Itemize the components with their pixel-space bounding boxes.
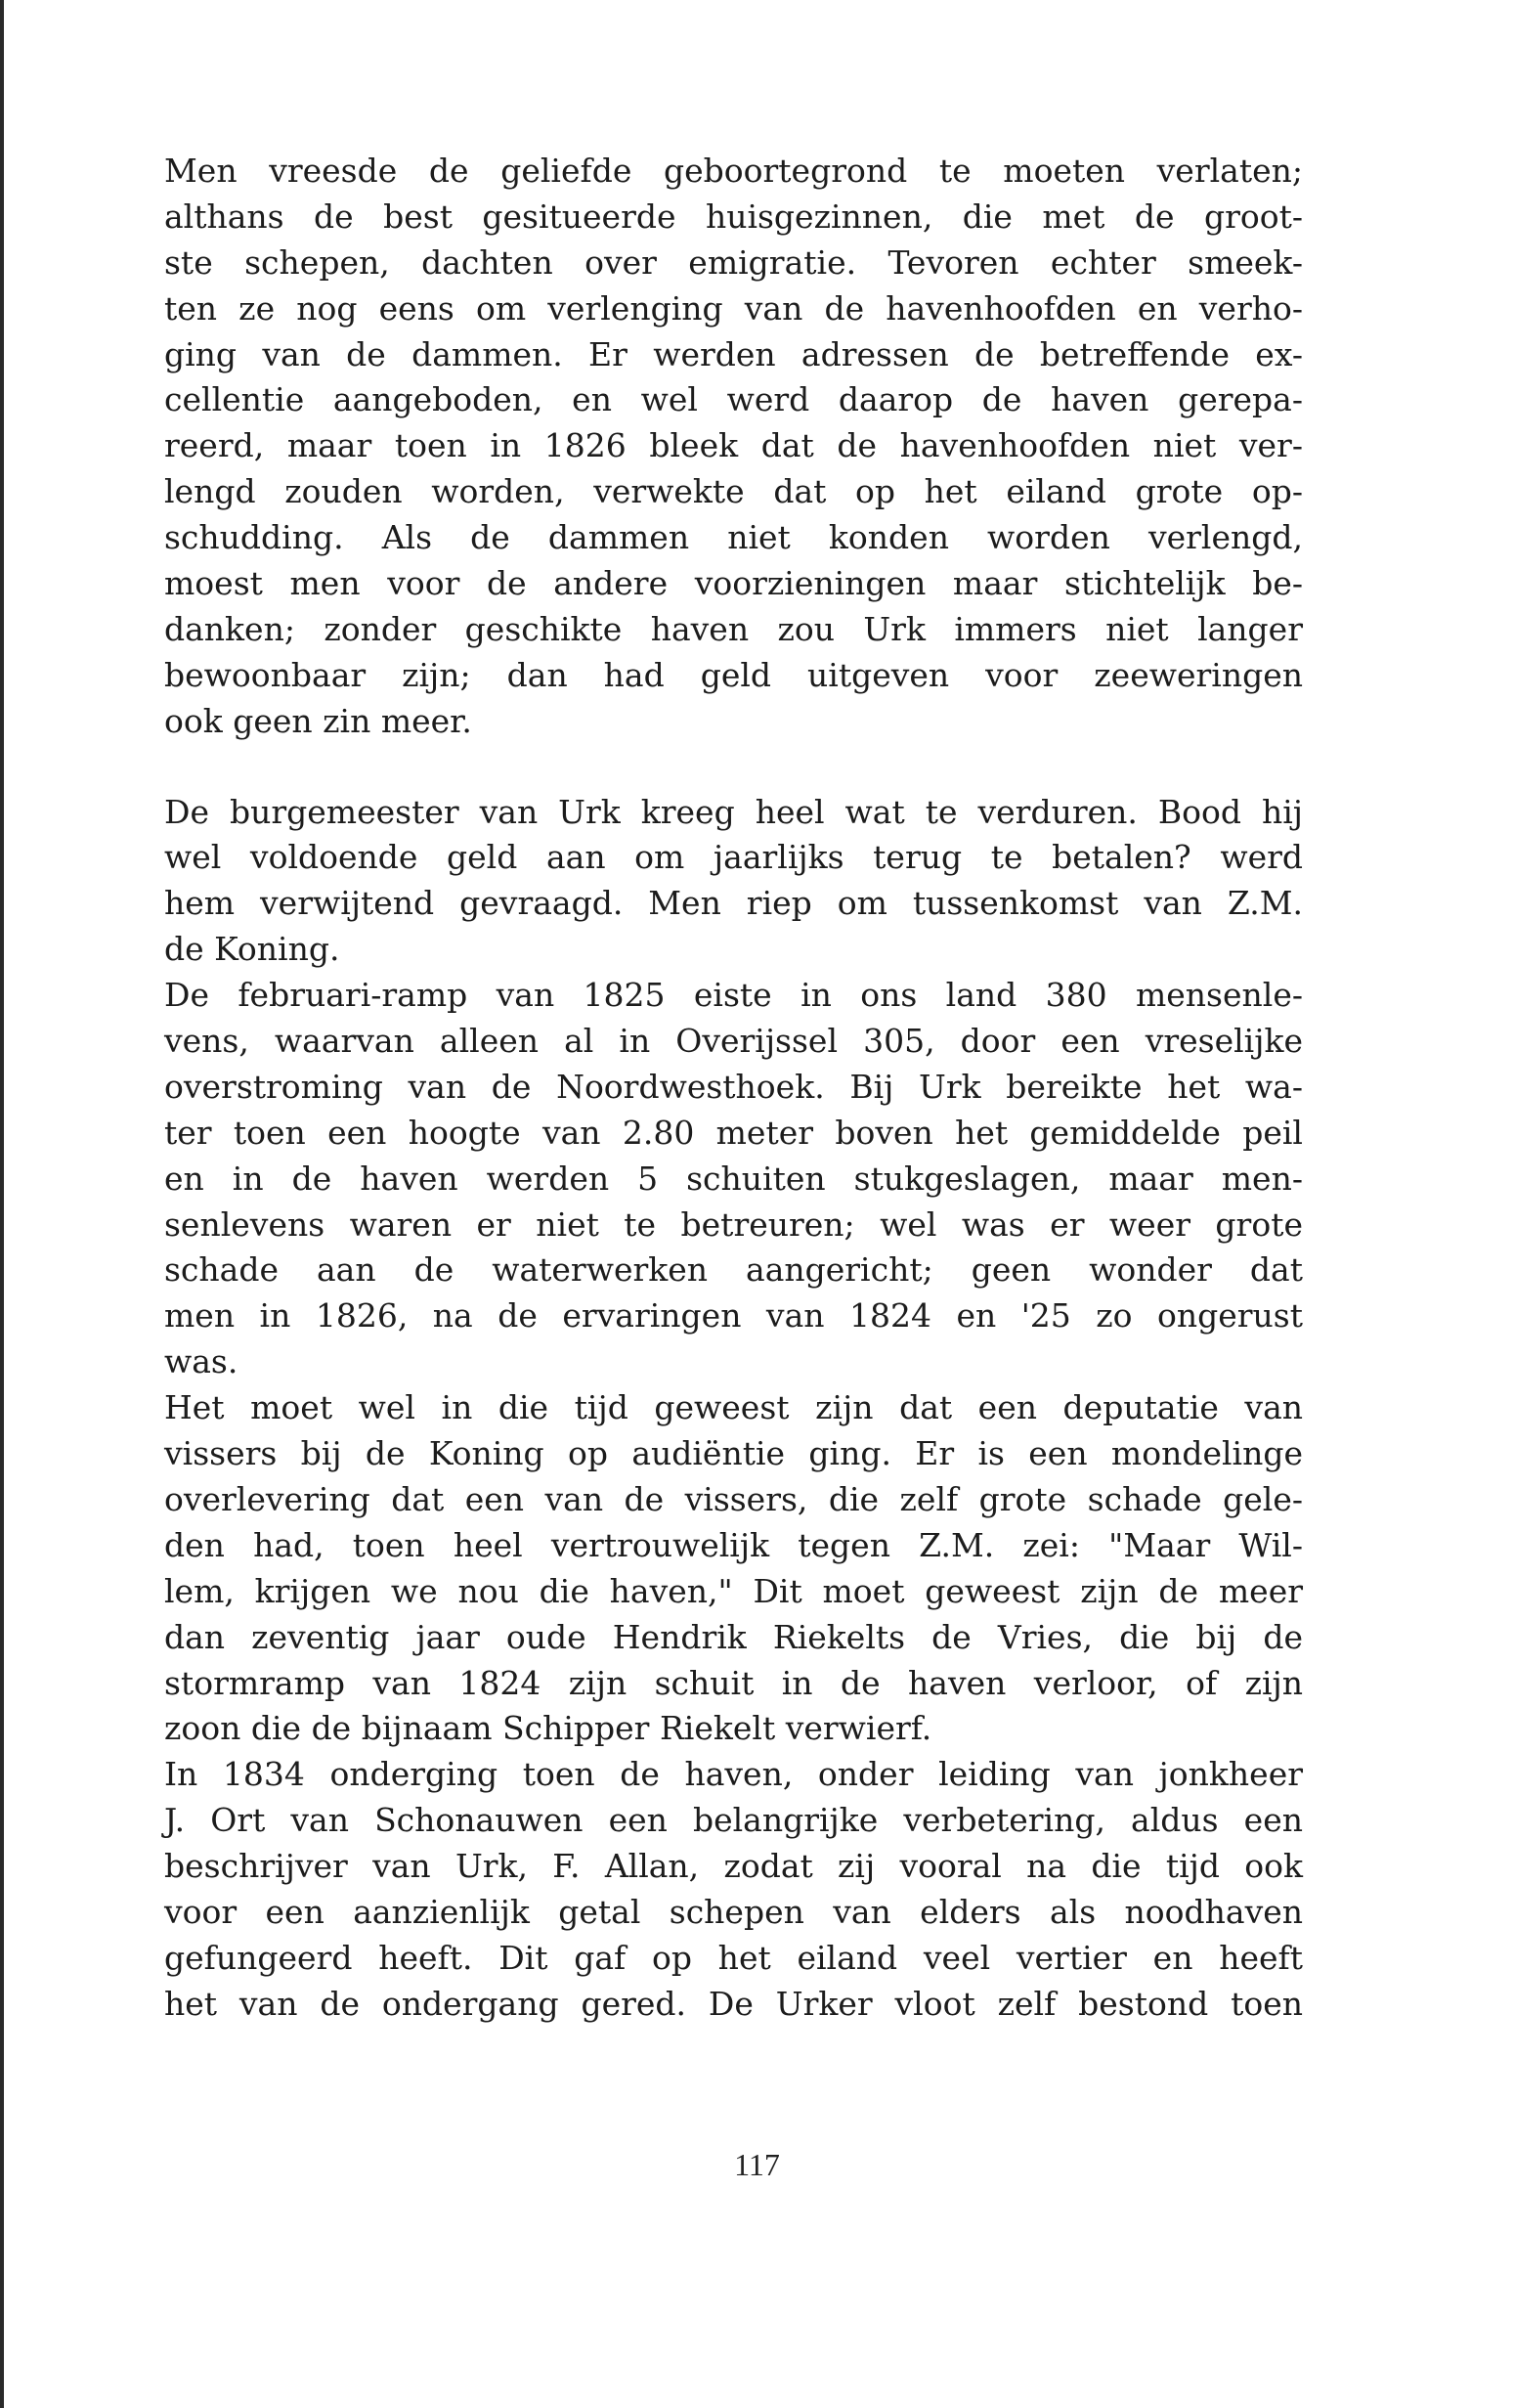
text-line: ook geen zin meer. bbox=[164, 701, 472, 740]
text-line: en in de haven werden 5 schuiten stukgeslagen, maar men- bbox=[164, 1159, 1303, 1198]
text-line: danken; zonder geschikte haven zou Urk immers niet langer bbox=[164, 609, 1303, 648]
text-line: dan zeventig jaar oude Hendrik Riekelts de Vries, die bij de bbox=[164, 1617, 1303, 1656]
text-line: schade aan de waterwerken aangericht; geen wonder dat bbox=[164, 1250, 1303, 1290]
text-line: cellentie aangeboden, en wel werd daarop de haven gerepa- bbox=[164, 380, 1303, 419]
paragraph-4 bbox=[164, 1385, 1303, 1752]
text-line: schudding. Als de dammen niet konden worden verlengd, bbox=[164, 518, 1303, 557]
text-line: ging van de dammen. Er werden adressen de betreffende ex- bbox=[164, 334, 1303, 373]
text-line: moest men voor de andere voorzieningen maar stichtelijk be- bbox=[164, 564, 1303, 603]
text-line: zoon die de bijnaam Schipper Riekelt verwierf. bbox=[164, 1709, 932, 1748]
text-line: De februari-ramp van 1825 eiste in ons land 380 mensenle- bbox=[164, 976, 1303, 1015]
text-line: senlevens waren er niet te betreuren; wel was er weer grote bbox=[164, 1204, 1303, 1244]
paragraph-3 bbox=[164, 973, 1303, 1385]
text-line: wel voldoende geld aan om jaarlijks terug te betalen? werd bbox=[164, 838, 1303, 877]
text-line: lem, krijgen we nou die haven," Dit moet geweest zijn de meer bbox=[164, 1571, 1303, 1610]
text-line: ste schepen, dachten over emigratie. Tevoren echter smeek- bbox=[164, 242, 1303, 282]
text-line: ter toen een hoogte van 2.80 meter boven het gemiddelde peil bbox=[164, 1113, 1303, 1152]
text-line: In 1834 onderging toen de haven, onder leiding van jonkheer bbox=[164, 1755, 1303, 1794]
text-line: lengd zouden worden, verwekte dat op het eiland grote op- bbox=[164, 472, 1303, 511]
text-line: bewoonbaar zijn; dan had geld uitgeven voor zeeweringen bbox=[164, 655, 1303, 694]
paragraph-spacer bbox=[164, 745, 1303, 790]
page-binding-edge bbox=[0, 0, 4, 2408]
text-line: voor een aanzienlijk getal schepen van elders als noodhaven bbox=[164, 1892, 1303, 1931]
text-line: was. bbox=[164, 1342, 238, 1381]
text-line: Het moet wel in die tijd geweest zijn dat een deputatie van bbox=[164, 1388, 1303, 1427]
text-line: overlevering dat een van de vissers, die zelf grote schade gele- bbox=[164, 1479, 1303, 1518]
text-line: vissers bij de Koning op audiëntie ging. Er is een mondelinge bbox=[164, 1434, 1303, 1473]
text-line: gefungeerd heeft. Dit gaf op het eiland veel vertier en heeft bbox=[164, 1938, 1303, 1977]
paragraph-1 bbox=[164, 149, 1303, 745]
text-line: men in 1826, na de ervaringen van 1824 en '25 zo ongerust bbox=[164, 1296, 1303, 1335]
text-line: Men vreesde de geliefde geboortegrond te moeten verlaten; bbox=[164, 152, 1303, 190]
text-line: overstroming van de Noordwesthoek. Bij Urk bereikte het wa- bbox=[164, 1067, 1303, 1106]
text-line: ten ze nog eens om verlenging van de havenhoofden en verho- bbox=[164, 288, 1303, 328]
text-line: het van de ondergang gered. De Urker vloot zelf bestond toen bbox=[164, 1984, 1303, 2023]
body-text bbox=[164, 149, 1303, 2028]
text-line: stormramp van 1824 zijn schuit in de haven verloor, of zijn bbox=[164, 1663, 1303, 1702]
text-line: reerd, maar toen in 1826 bleek dat de havenhoofden niet ver- bbox=[164, 426, 1303, 465]
text-line: De burgemeester van Urk kreeg heel wat te verduren. Bood hij bbox=[164, 792, 1303, 831]
text-line: de Koning. bbox=[164, 930, 340, 969]
paragraph-5 bbox=[164, 1752, 1303, 2027]
text-line: beschrijver van Urk, F. Allan, zodat zij vooral na die tijd ook bbox=[164, 1847, 1303, 1886]
text-line: hem verwijtend gevraagd. Men riep om tussenkomst van Z.M. bbox=[164, 884, 1303, 923]
page-number: 117 bbox=[734, 2147, 780, 2182]
text-line: vens, waarvan alleen al in Overijssel 305, door een vreselijke bbox=[164, 1022, 1303, 1061]
paragraph-2 bbox=[164, 790, 1303, 974]
text-line: althans de best gesitueerde huisgezinnen, die met de groot- bbox=[164, 197, 1303, 236]
text-line: J. Ort van Schonauwen een belangrijke verbetering, aldus een bbox=[164, 1801, 1303, 1840]
text-line: den had, toen heel vertrouwelijk tegen Z.M. zei: "Maar Wil- bbox=[164, 1525, 1303, 1564]
